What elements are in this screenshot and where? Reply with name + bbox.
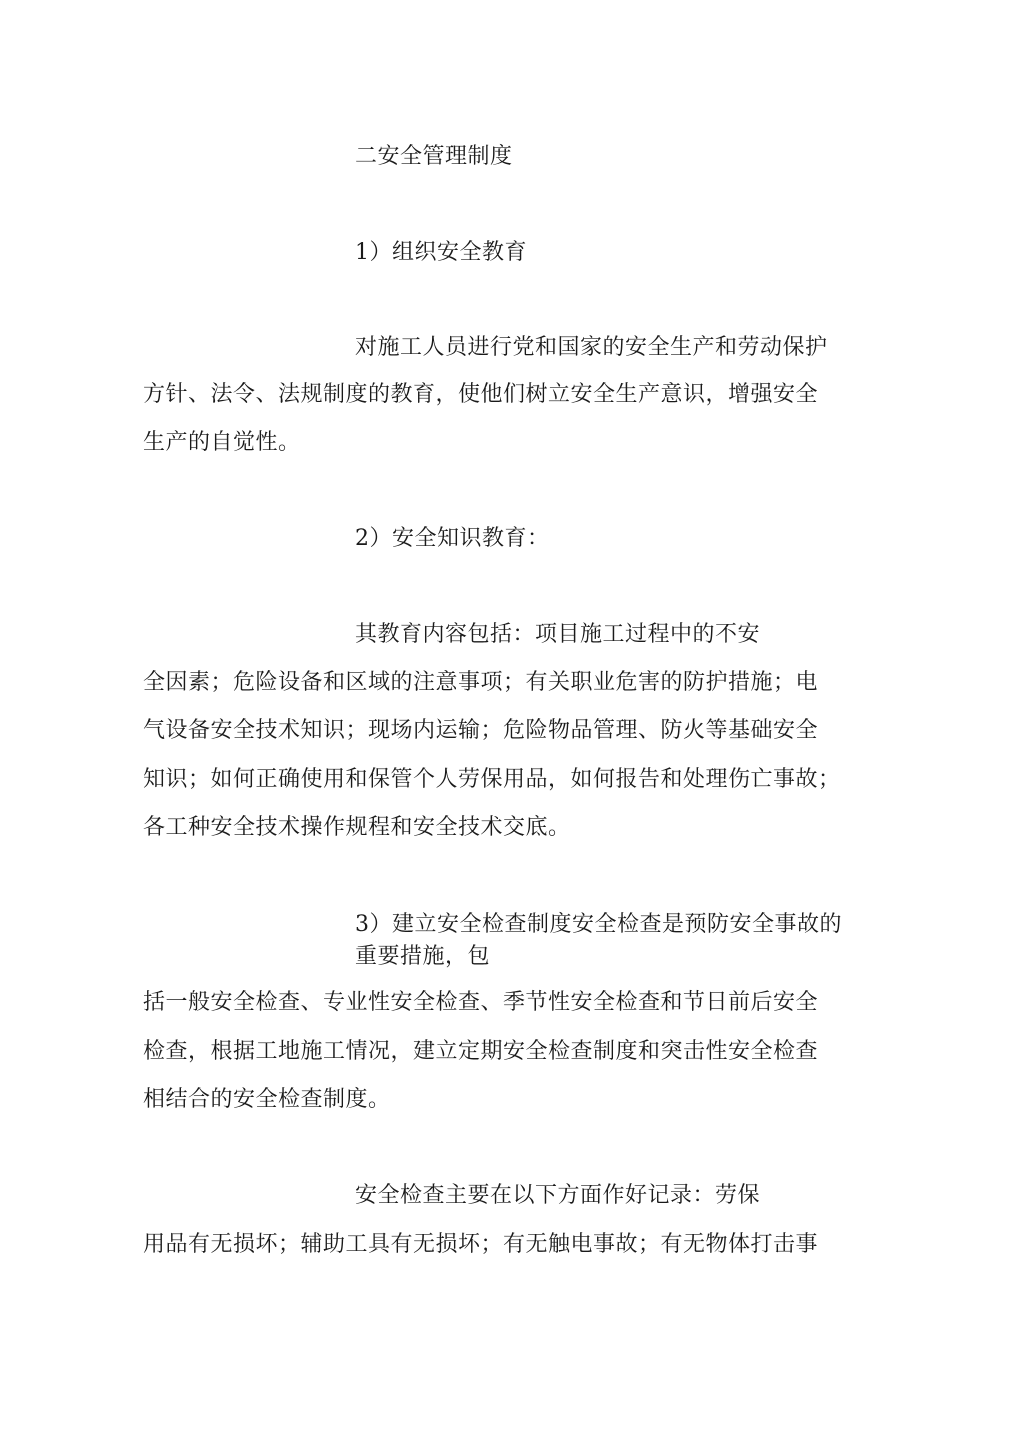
section-4-paragraph-line: 安全检查主要在以下方面作好记录：劳保: [355, 1183, 761, 1208]
section-1-paragraph-line: 方针、法令、法规制度的教育，使他们树立安全生产意识，增强安全: [143, 382, 819, 407]
section-3-title-line: 3）建立安全检查制度安全检查是预防安全事故的: [355, 912, 842, 937]
section-3-paragraph-line: 括一般安全检查、专业性安全检查、季节性安全检查和节日前后安全: [143, 990, 819, 1015]
document-heading: 二安全管理制度: [355, 144, 513, 169]
section-1-paragraph-line: 对施工人员进行党和国家的安全生产和劳动保护: [355, 335, 828, 360]
section-2-paragraph-line: 气设备安全技术知识；现场内运输；危险物品管理、防火等基础安全: [143, 718, 819, 743]
section-1-title: 1）组织安全教育: [355, 240, 527, 265]
section-2-paragraph-line: 其教育内容包括：项目施工过程中的不安: [355, 622, 761, 647]
section-3-paragraph-line: 检查，根据工地施工情况，建立定期安全检查制度和突击性安全检查: [143, 1039, 819, 1064]
section-3-title-line: 重要措施，包: [355, 944, 491, 969]
section-2-paragraph-line: 知识；如何正确使用和保管个人劳保用品，如何报告和处理伤亡事故；: [143, 767, 841, 792]
section-4-paragraph-line: 用品有无损坏；辅助工具有无损坏；有无触电事故；有无物体打击事: [143, 1232, 819, 1257]
section-2-paragraph-line: 各工种安全技术操作规程和安全技术交底。: [143, 815, 571, 840]
section-2-paragraph-line: 全因素；危险设备和区域的注意事项；有关职业危害的防护措施；电: [143, 670, 819, 695]
section-1-paragraph-line: 生产的自觉性。: [143, 430, 301, 455]
section-3-paragraph-line: 相结合的安全检查制度。: [143, 1087, 391, 1112]
section-2-title: 2）安全知识教育：: [355, 526, 550, 551]
